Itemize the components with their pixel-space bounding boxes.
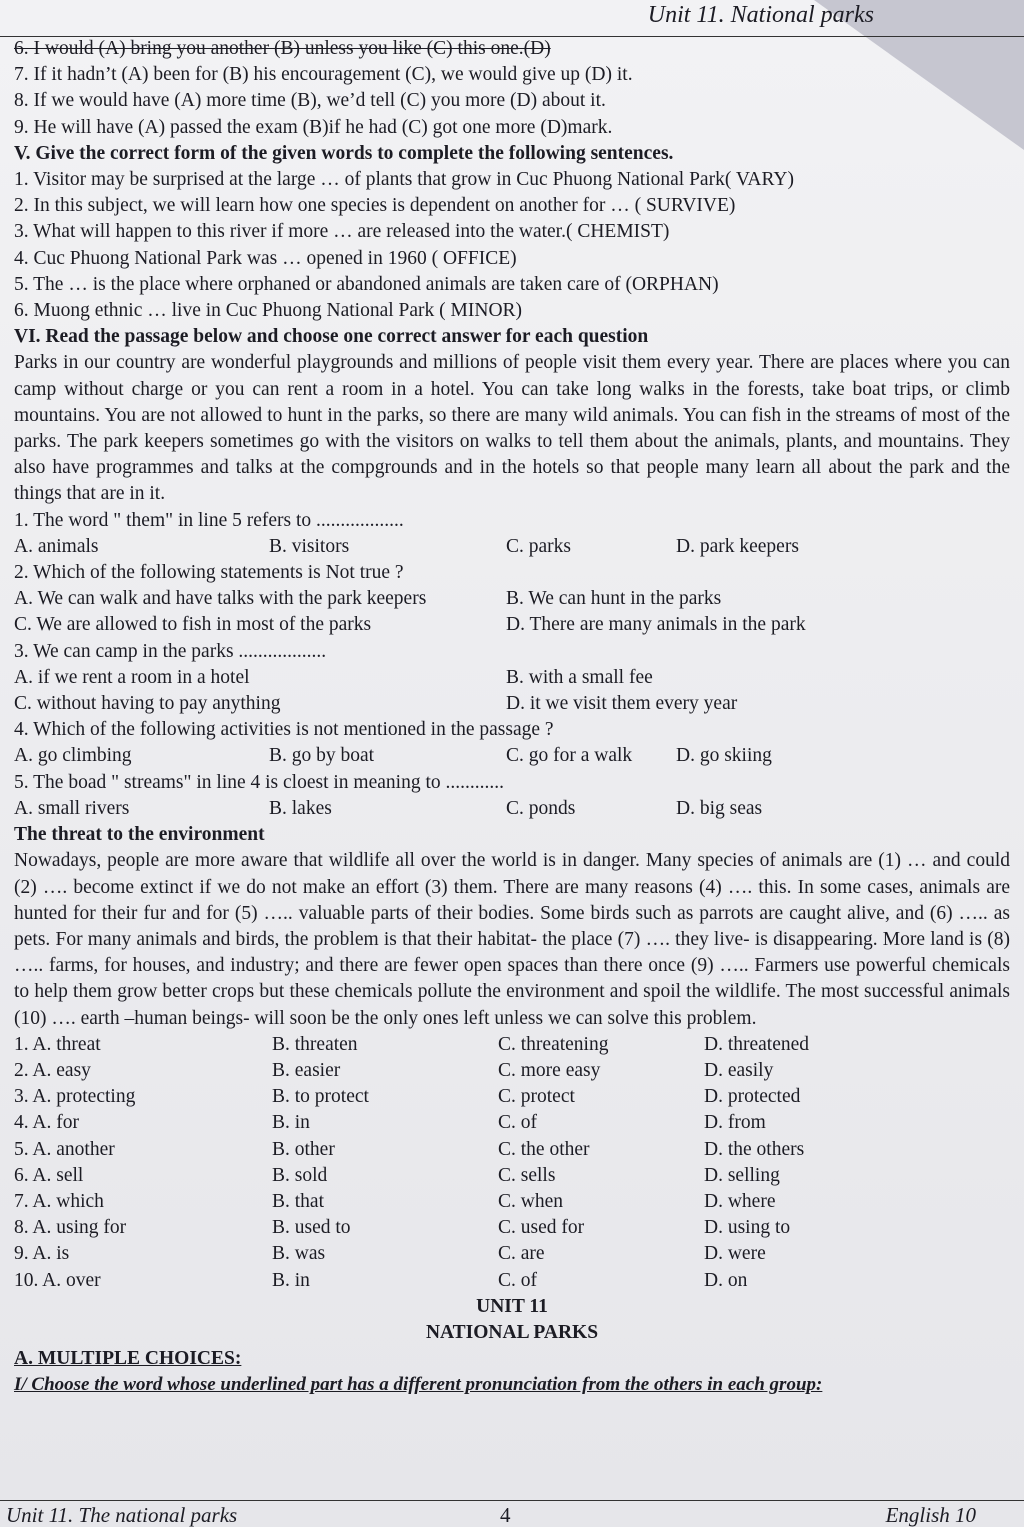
option: A. go climbing	[14, 745, 132, 767]
option: B. in	[272, 1269, 310, 1291]
page-footer	[0, 1500, 1024, 1527]
option: B. We can hunt in the parks	[506, 588, 722, 610]
option: A. We can walk and have talks with the park keepers	[14, 588, 427, 610]
option: 3. A. protecting	[14, 1086, 136, 1108]
cloze-options-row	[14, 1084, 1010, 1110]
exercise-line: 6. I would (A) bring you another (B) unless you like (C) this one.(D)	[14, 38, 551, 59]
word-form-item: 1. Visitor may be surprised at the large … of plants that grow in Cuc Phuong National Park( VARY)	[14, 169, 794, 191]
cloze-options-row	[14, 1137, 1010, 1163]
word-form-item: 2. In this subject, we will learn how one species is dependent on another for … ( SURVIVE)	[14, 195, 736, 217]
page-content	[14, 36, 1010, 1399]
option: C. without having to pay anything	[14, 693, 281, 715]
option: D. where	[704, 1190, 776, 1212]
option: C. when	[498, 1190, 563, 1212]
option: C. threatening	[498, 1033, 609, 1055]
option: C. the other	[498, 1138, 590, 1160]
reading-passage: Parks in our country are wonderful playgrounds and millions of people visit them every year. There are places where you can camp without charge or you can rent a room in a hotel. You can take long walks in the forests, take boat trips, or climb mountains. You are not allowed to hunt in the parks, so there are many wild animals. You can fish in the streams of most of the parks. The park keepers sometimes go with the visitors on walks to tell them about the animals, plants, and mountains. They also have programmes and talks at the compgrounds and in the hotels so that people many learn all about the park and the things that are in it.	[14, 352, 1010, 505]
option: 9. A. is	[14, 1243, 70, 1265]
answer-options	[14, 743, 1010, 769]
word-form-item: 5. The … is the place where orphaned or abandoned animals are taken care of (ORPHAN)	[14, 273, 719, 295]
option: 10. A. over	[14, 1269, 101, 1291]
option: D. using to	[704, 1217, 791, 1239]
question: 3. We can camp in the parks ..................	[14, 640, 327, 662]
option: B. in	[272, 1112, 310, 1134]
footer-course: English 10	[885, 1503, 976, 1527]
word-form-item: 6. Muong ethnic … live in Cuc Phuong National Park ( MINOR)	[14, 300, 523, 322]
option: D. park keepers	[676, 535, 799, 557]
option: D. big seas	[676, 797, 763, 819]
option: C. protect	[498, 1086, 575, 1108]
option: D. go skiing	[676, 745, 772, 767]
option: C. of	[498, 1269, 537, 1291]
answer-options	[14, 665, 1010, 717]
option: B. was	[272, 1243, 326, 1265]
option: 4. A. for	[14, 1112, 79, 1134]
cloze-passage: Nowadays, people are more aware that wildlife all over the world is in danger. Many species of animals are (1) … and could (2) …. become extinct if we do not make an effort (3) them. There are many reasons (4) …. this. In some cases, animals are hunted for their fur and for (5) ….. valuable parts of their bodies. Some birds such as parrots are caught alive, and (6) ….. as pets. For many animals and birds, the problem is that their habitat- the place (7) …. they live- is disappearing. More land is (8) ….. farms, for houses, and industry; and there are fewer open spaces than there once (9) ….. Farmers use powerful chemicals to help them grow better crops but these chemicals pollute the environment and spoil the wildlife. The most successful animals (10) …. earth –human beings- will soon be the only ones left unless we can solve this problem.	[14, 850, 1010, 1029]
option: D. protected	[704, 1086, 801, 1108]
page-number: 4	[500, 1503, 511, 1527]
option: D. There are many animals in the park	[506, 614, 806, 636]
option: C. ponds	[506, 797, 576, 819]
option: D. easily	[704, 1059, 774, 1081]
cloze-options-row	[14, 1110, 1010, 1136]
exercise-line: 9. He will have (A) passed the exam (B)if he had (C) got one more (D)mark.	[14, 116, 613, 138]
exercise-line: 8. If we would have (A) more time (B), we’d tell (C) you more (D) about it.	[14, 90, 606, 112]
option: 8. A. using for	[14, 1217, 127, 1239]
cloze-options-row	[14, 1058, 1010, 1084]
option: A. animals	[14, 535, 99, 557]
option: B. with a small fee	[506, 666, 653, 688]
option: 7. A. which	[14, 1190, 104, 1212]
question: 1. The word " them" in line 5 refers to ..................	[14, 509, 404, 531]
option: B. used to	[272, 1217, 351, 1239]
option: B. other	[272, 1138, 335, 1160]
cloze-options-row	[14, 1163, 1010, 1189]
option: A. if we rent a room in a hotel	[14, 666, 250, 688]
question: 2. Which of the following statements is Not true ?	[14, 562, 404, 584]
cloze-options-row	[14, 1241, 1010, 1267]
option: D. the others	[704, 1138, 805, 1160]
word-form-item: 3. What will happen to this river if more … are released into the water.( CHEMIST)	[14, 221, 670, 243]
question: 5. The boad " streams" in line 4 is cloest in meaning to ............	[14, 771, 504, 793]
option: B. lakes	[269, 797, 332, 819]
unit-subheading: NATIONAL PARKS	[425, 1321, 599, 1343]
option: B. to protect	[272, 1086, 369, 1108]
cloze-title: The threat to the environment	[14, 824, 265, 846]
option: D. on	[704, 1269, 748, 1291]
option: C. parks	[506, 535, 571, 557]
question: 4. Which of the following activities is not mentioned in the passage ?	[14, 719, 554, 741]
cloze-options-row	[14, 1215, 1010, 1241]
option: C. more easy	[498, 1059, 601, 1081]
answer-options	[14, 796, 1010, 822]
option: D. from	[704, 1112, 766, 1134]
option: A. small rivers	[14, 797, 130, 819]
option: C. We are allowed to fish in most of the parks	[14, 614, 372, 636]
cloze-options-row	[14, 1189, 1010, 1215]
option: 1. A. threat	[14, 1033, 101, 1055]
word-form-item: 4. Cuc Phuong National Park was … opened in 1960 ( OFFICE)	[14, 247, 517, 269]
option: B. go by boat	[269, 745, 375, 767]
option: D. threatened	[704, 1033, 810, 1055]
option: D. it we visit them every year	[506, 693, 738, 715]
answer-options	[14, 586, 1010, 638]
cloze-options-row	[14, 1268, 1010, 1294]
section-6-heading: VI. Read the passage below and choose one correct answer for each question	[14, 326, 649, 348]
option: B. that	[272, 1190, 324, 1212]
option: B. visitors	[269, 535, 350, 557]
section-5-heading: V. Give the correct form of the given words to complete the following sentences.	[14, 142, 674, 164]
option: C. are	[498, 1243, 545, 1265]
section-a-instruction: I/ Choose the word whose underlined part has a different pronunciation from the others in each group:	[14, 1374, 823, 1396]
option: D. were	[704, 1243, 766, 1265]
section-a-heading: A. MULTIPLE CHOICES:	[14, 1348, 242, 1370]
answer-options	[14, 534, 1010, 560]
option: 5. A. another	[14, 1138, 115, 1160]
option: C. sells	[498, 1164, 556, 1186]
header-title: Unit 11. National parks	[647, 2, 874, 28]
exercise-line: 7. If it hadn’t (A) been for (B) his encouragement (C), we would give up (D) it.	[14, 64, 633, 86]
option: C. used for	[498, 1217, 585, 1239]
option: 2. A. easy	[14, 1059, 91, 1081]
option: D. selling	[704, 1164, 780, 1186]
option: B. sold	[272, 1164, 328, 1186]
option: 6. A. sell	[14, 1164, 84, 1186]
option: C. of	[498, 1112, 537, 1134]
footer-unit: Unit 11. The national parks	[6, 1503, 238, 1527]
option: C. go for a walk	[506, 745, 633, 767]
page-header	[0, 0, 1024, 37]
option: B. threaten	[272, 1033, 358, 1055]
option: B. easier	[272, 1059, 341, 1081]
cloze-options-row	[14, 1032, 1010, 1058]
unit-heading: UNIT 11	[476, 1295, 548, 1317]
